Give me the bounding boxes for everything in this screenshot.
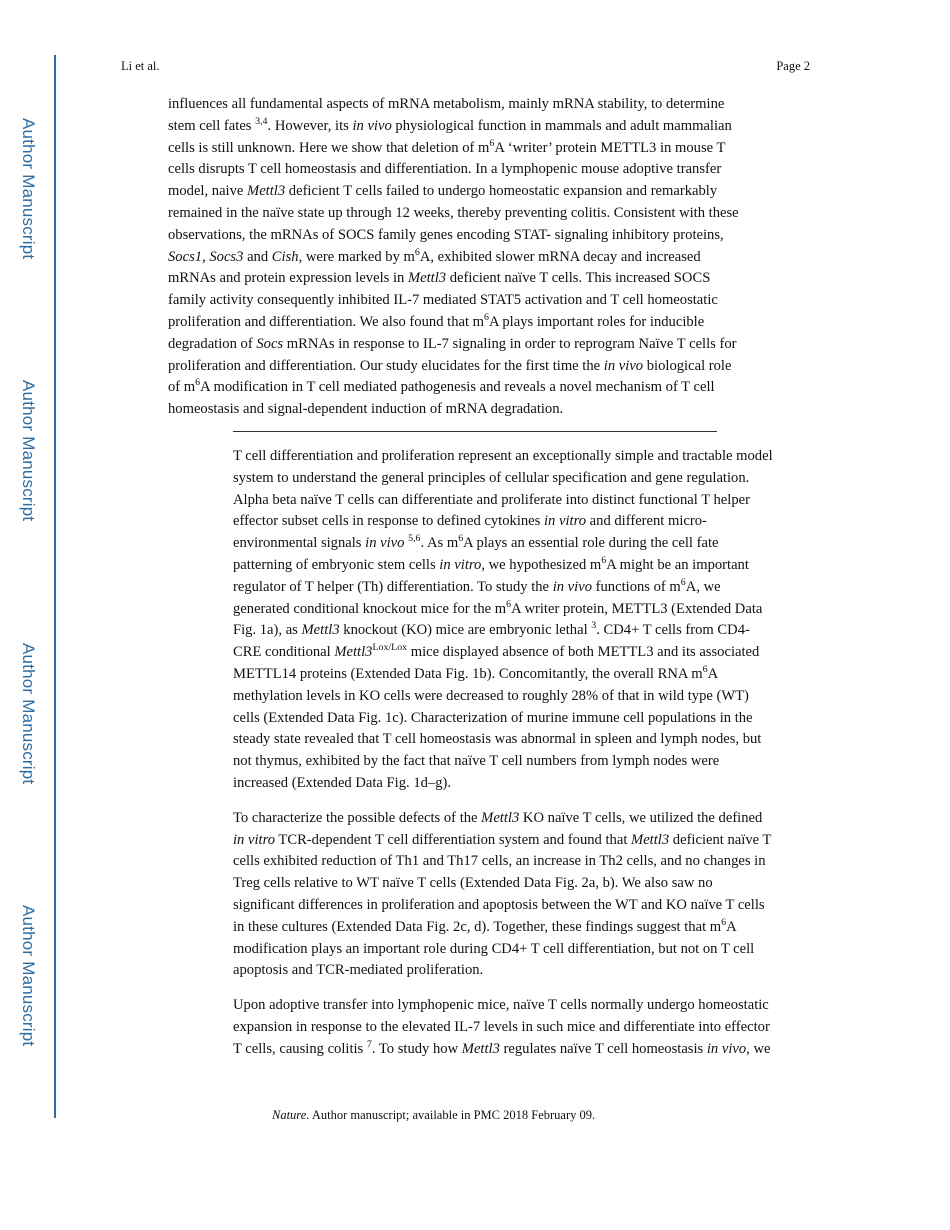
body-paragraph: Upon adoptive transfer into lymphopenic mice, naïve T cells normally undergo homeostatic expansion in response to the elevated IL-7 levels in such mice and differentiate into effector T cells, causing colitis $^7$. To study how Mettl3 regulates naïve T cell homeostasis in vivo, we (233, 997, 771, 1057)
body-paragraph: To characterize the possible defects of the Mettl3 KO naïve T cells, we utilized the defined in vitro TCR-dependent T cell differentiation system and found that Mettl3 deficient naïve T cells exhibited reduction of Th1 and Th17 cells, an increase in Th2 cells, and no changes in Treg cells relative to WT naïve T cells (Extended Data Fig. 2a, b). We also saw no significant differences in proliferation and apoptosis between the WT and KO naïve T cells in these cultures (Extended Data Fig. 2c, d). Together, these findings suggest that $m^6A$ modification plays an important role during CD4+ T cell differentiation, but not on T cell apoptosis and TCR-mediated proliferation. (233, 809, 772, 979)
abstract (168, 94, 798, 421)
section-divider (233, 431, 717, 432)
body-paragraph: T cell differentiation and proliferation represent an exceptionally simple and tractable model system to understand the general principles of cellular specification and gene regulation. Alpha beta naïve T cells can differentiate and proliferate into distinct functional T helper effector subset cells in response to defined cytokines in vitro and different micro- environmental signals in vivo $^{5,6}$. As $m^6A$ plays an essential role during the cell fate patterning of embryonic stem cells in vitro, we hypothesized $m^6A$ might be an important regulator of T helper (Th) differentiation. To study the in vivo functions of $m^6A$, we generated conditional knockout mice for the $m^6A$ writer protein, METTL3 (Extended Data Fig. 1a), as Mettl3 knockout (KO) mice are embryonic lethal $^3$. CD4+ T cells from CD4- CRE conditional $Mettl3^{Lox/Lox}$ mice displayed absence of both METTL3 and its associated METTL14 proteins (Extended Data Fig. 1b). Concomitantly, the overall RNA $m^6A$ methylation levels in KO cells were decreased to roughly 28% of that in wild type (WT) cells (Extended Data Fig. 1c). Characterization of murine immune cell populations in the steady state revealed that T cell homeostasis was abnormal in spleen and lymph nodes, but not thymus, exhibited by the fact that naïve T cell numbers from lymph nodes were increased (Extended Data Fig. 1d–g). (233, 448, 773, 791)
running-header-authors: Li et al. (121, 59, 160, 73)
sidebar-rule (54, 55, 56, 1118)
journal-name: Nature (272, 1108, 307, 1122)
footer-note: . Author manuscript; available in PMC 2018 February 09. (306, 1108, 596, 1122)
footer-citation (272, 1108, 595, 1123)
main-body (233, 446, 818, 1074)
page-number: Page 2 (776, 59, 810, 73)
abstract-paragraph: influences all fundamental aspects of mRNA metabolism, mainly mRNA stability, to determine stem cell fates $^{3,4}$. However, its in vivo physiological function in mammals and adult mammalian cells is still unknown. Here we show that deletion of $m^6A$ ‘writer’ protein METTL3 in mouse T cells disrupts T cell homeostasis and differentiation. In a lymphopenic mouse adoptive transfer model, naive Mettl3 deficient T cells failed to undergo homeostatic expansion and remarkably remained in the naïve state up through 12 weeks, thereby preventing colitis. Consistent with these observations, the mRNAs of SOCS family genes encoding STAT- signaling inhibitory proteins, Socs1, Socs3 and Cish, were marked by $m^6A$, exhibited slower mRNA decay and increased mRNAs and protein expression levels in Mettl3 deficient naïve T cells. This increased SOCS family activity consequently inhibited IL-7 mediated STAT5 activation and T cell homeostatic proliferation and differentiation. We also found that $m^6A$ plays important roles for inducible degradation of Socs mRNAs in response to IL-7 signaling in order to reprogram Naïve T cells for proliferation and differentiation. Our study elucidates for the first time the in vivo biological role of $m^6A$ modification in T cell mediated pathogenesis and reveals a novel mechanism of T cell homeostasis and signal-dependent induction of mRNA degradation. (168, 96, 739, 418)
